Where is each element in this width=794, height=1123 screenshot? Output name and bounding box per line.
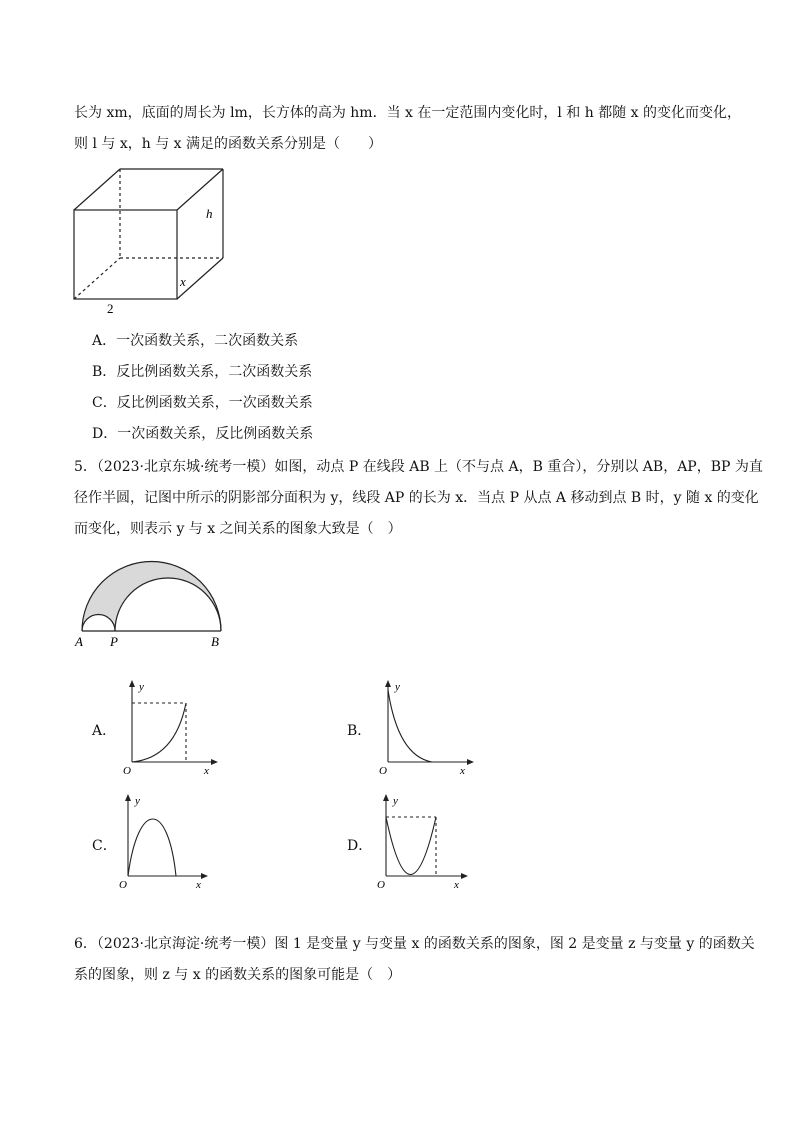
- q6-text-line-2: 系的图象，则 z 与 x 的函数关系的图象可能是（ ）: [74, 967, 402, 983]
- q5-text-line-3: 而变化，则表示 y 与 x 之间关系的图象大致是（ ）: [74, 521, 402, 537]
- choice-a-origin: O: [123, 765, 131, 777]
- q5-choice-a-graph: [120, 678, 220, 778]
- label-p: P: [110, 634, 118, 649]
- choice-c-y-label: y: [135, 795, 140, 807]
- q5-choice-d-graph: [374, 792, 474, 892]
- choice-b-origin: O: [379, 765, 387, 777]
- q4-option-d: D．一次函数关系，反比例函数关系: [92, 426, 314, 442]
- choice-c-origin: O: [119, 879, 127, 891]
- q4-option-c: C．反比例函数关系，一次函数关系: [92, 395, 313, 411]
- q5-choice-c-label: C．: [92, 838, 117, 854]
- label-x: x: [180, 274, 186, 289]
- q5-choice-c-graph: [116, 792, 216, 892]
- label-2: 2: [107, 301, 114, 316]
- label-a: A: [75, 634, 83, 649]
- q5-text-line-1: 5．（2023·北京东城·统考一模）如图，动点 P 在线段 AB 上（不与点 A，B 重合），分别以 AB，AP，BP 为直: [74, 459, 763, 475]
- q5-text-line-2: 径作半圆，记图中所示的阴影部分面积为 y，线段 AP 的长为 x．当点 P 从点 A 移动到点 B 时，y 随 x 的变化: [74, 490, 759, 506]
- choice-d-y-label: y: [393, 795, 398, 807]
- label-b: B: [211, 634, 219, 649]
- choice-b-y-label: y: [395, 681, 400, 693]
- q4-text-line-2: 则 l 与 x，h 与 x 满足的函数关系分别是（ ）: [74, 136, 382, 152]
- q5-choice-a-label: A．: [92, 723, 117, 739]
- q4-text-line-1: 长为 xm，底面的周长为 lm，长方体的高为 hm．当 x 在一定范围内变化时，l 和 h 都随 x 的变化而变化，: [74, 105, 742, 121]
- choice-d-origin: O: [377, 879, 385, 891]
- q5-choice-b-label: B．: [347, 723, 372, 739]
- q4-option-b: B．反比例函数关系，二次函数关系: [92, 364, 313, 380]
- choice-b-x-label: x: [460, 765, 465, 777]
- choice-a-y-label: y: [139, 681, 144, 693]
- q4-option-a: A．一次函数关系，二次函数关系: [92, 333, 299, 349]
- q6-text-line-1: 6．（2023·北京海淀·统考一模）图 1 是变量 y 与变量 x 的函数关系的图象，图 2 是变量 z 与变量 y 的函数关: [74, 936, 755, 952]
- q4-cuboid-figure: [60, 160, 240, 320]
- q5-semicircle-figure: [70, 550, 240, 655]
- choice-c-x-label: x: [196, 879, 201, 891]
- label-h: h: [206, 206, 213, 221]
- q5-choice-d-label: D．: [347, 838, 373, 854]
- q5-choice-b-graph: [376, 678, 476, 778]
- choice-a-x-label: x: [204, 765, 209, 777]
- choice-d-x-label: x: [454, 879, 459, 891]
